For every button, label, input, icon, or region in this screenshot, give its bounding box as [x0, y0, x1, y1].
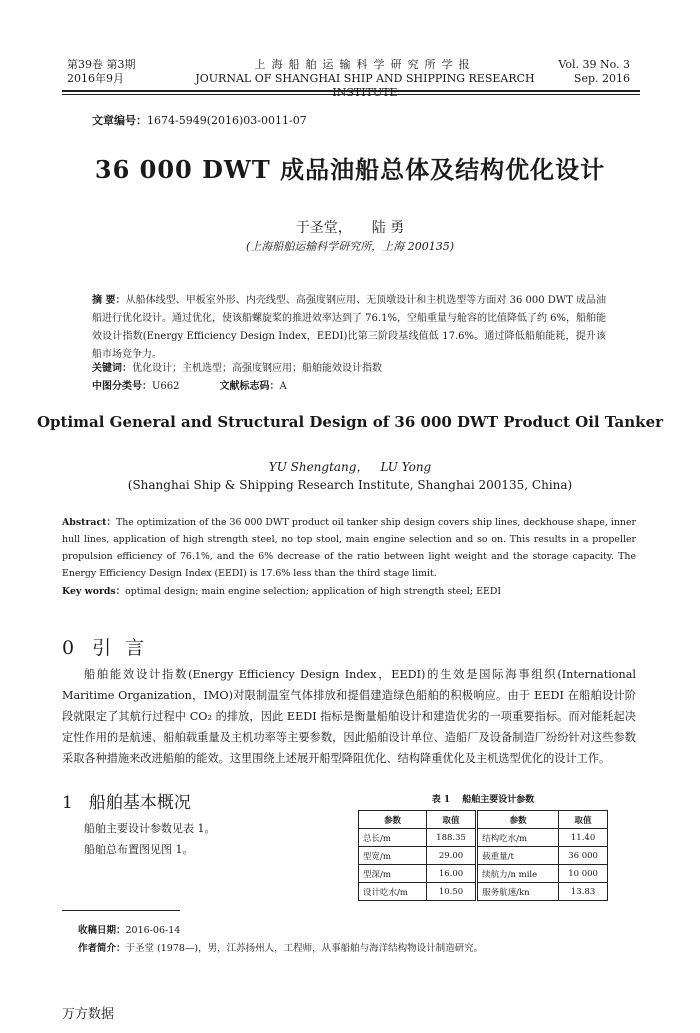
table-header-row: [359, 811, 608, 829]
keywords-cn: [92, 360, 606, 378]
table-cell: 设计吃水/m: [359, 883, 427, 901]
paper-title-en: Optimal General and Structural Design of 36 000 DWT Product Oil Tanker: [36, 413, 664, 431]
section-1-line-2: 船舶总布置图见图 1。: [84, 843, 194, 856]
article-number: [92, 112, 307, 128]
keywords-en-label: Key words：: [62, 586, 126, 597]
abstract-cn: [92, 292, 606, 364]
table-cell: 16.00: [426, 865, 476, 883]
paper-title-cn: 36 000 DWT 成品油船总体及结构优化设计: [94, 155, 606, 184]
watermark-text: 万方数据: [62, 1007, 115, 1022]
section-1-number: 1: [62, 793, 73, 813]
classification-line: [92, 378, 287, 396]
volume-en: Vol. 39 No. 3: [558, 58, 630, 71]
section-1-heading: [62, 788, 191, 813]
abstract-cn-label: 摘 要：: [92, 295, 126, 306]
table-header-cell: 取值: [559, 811, 608, 829]
header-rule-thick: [62, 90, 640, 92]
table-row: [359, 865, 608, 883]
author-2-cn: 陆 勇: [371, 220, 405, 236]
table-cell: 型深/m: [359, 865, 427, 883]
footnote-rule: [62, 910, 180, 911]
table-cell: 11.40: [559, 829, 608, 847]
section-0-paragraph: 船舶能效设计指数(Energy Efficiency Design Index，EEDI)的生效是国际海事组织(International Maritime Organization，IMO)对限制温室气体排放和提倡建造绿色船舶的积极响应。由于 EEDI 在船舶设计阶段就限定了其航行过程中 CO₂ 的排放，因此 EEDI 指标是衡量船舶设计和建造优劣的一项重要指标。而对能耗起决定性作用的是航速、船舶载重量及主机功率等主要参数，因此船舶设计单位、造船厂及设备制造厂纷纷针对这些参数采取各种措施来改进船舶的能效。这里围绕上述展开船型降阻优化、结构降重优化及主机选型优化的设计工作。: [62, 668, 636, 765]
received-label: 收稿日期：: [78, 925, 126, 936]
table-header-cell: 参数: [477, 811, 559, 829]
affiliation-cn: (上海船舶运输科学研究所，上海 200135): [245, 240, 455, 253]
affiliation-en: (Shanghai Ship & Shipping Research Institute, Shanghai 200135, China): [127, 478, 573, 492]
keywords-cn-text: 优化设计；主机选型；高强度钢应用；船舶能效设计指数: [132, 363, 382, 374]
table-cell: 结构吃水/m: [477, 829, 559, 847]
section-1-title: 船舶基本概况: [88, 793, 191, 813]
section-0-heading: [62, 633, 158, 660]
table-cell: 13.83: [559, 883, 608, 901]
table-cell: 10 000: [559, 865, 608, 883]
section-1-line-1: 船舶主要设计参数见表 1。: [84, 822, 216, 835]
table-1-number: 表 1: [431, 795, 451, 805]
issue-info-cn: [67, 58, 136, 86]
doc-code-label: 文献标志码：: [219, 381, 280, 392]
authors-en: [0, 458, 700, 475]
table-row: [359, 847, 608, 865]
journal-name-cn: 上海船舶运输科学研究所学报: [254, 58, 476, 71]
table-cell: 载重量/t: [477, 847, 559, 865]
author-bio-value: 于圣堂 (1978—)，男，江苏扬州人，工程师，从事船舶与海洋结构物设计制造研究。: [125, 943, 484, 954]
journal-name-en: JOURNAL OF SHANGHAI SHIP AND SHIPPING RESEARCH INSTITUTE: [195, 72, 535, 99]
table-row: [359, 883, 608, 901]
date-en: Sep. 2016: [573, 72, 630, 85]
table-cell: 型宽/m: [359, 847, 427, 865]
table-cell: 10.50: [426, 883, 476, 901]
received-value: 2016-06-14: [125, 925, 181, 936]
author-1-en: YU Shengtang，: [268, 460, 369, 474]
table-1: [358, 810, 608, 901]
abstract-en-label: Abstract：: [62, 517, 116, 528]
table-cell: 188.35: [426, 829, 476, 847]
abstract-cn-text: 从船体线型、甲板室外形、内壳线型、高强度钢应用、无顶墩设计和主机选型等方面对 36 000 DWT 成品油船进行优化设计。通过优化，使该船螺旋桨的推进效率达到了 76.1%，空船重量与舱容的比值降低了约 6%，船舶能效设计指数(Energy Efficiency Design Index，EEDI)比第三阶段基线值低 17.6%。通过降低船舶能耗，提升该船市场竞争力。: [92, 295, 607, 360]
table-cell: 总长/m: [359, 829, 427, 847]
table-1-title: 船舶主要设计参数: [462, 795, 535, 805]
article-number-value: 1674-5949(2016)03-0011-07: [147, 114, 307, 127]
issue-info-en: [558, 58, 630, 86]
section-0-number: 0: [62, 637, 75, 659]
keywords-cn-label: 关键词：: [92, 363, 132, 374]
table-1-caption: [358, 792, 608, 805]
table-row: [359, 829, 608, 847]
table-cell: 36 000: [559, 847, 608, 865]
abstract-en-text: The optimization of the 36 000 DWT product oil tanker ship design covers ship lines, deckhouse shape, inner hull lines, application of high strength steel, no top stool, main engine selection and so on. This results in a propeller propulsion efficiency of 76.1%, and the 6% decrease of the ratio between light weight and the storage capacity. The Energy Efficiency Design Index (EEDI) is 17.6% less than the third stage limit.: [62, 517, 636, 579]
volume-cn: 第39卷 第3期: [67, 58, 136, 71]
table-cell: 服务航速/kn: [477, 883, 559, 901]
header-rule-thin: [62, 94, 640, 95]
table-header-cell: 参数: [359, 811, 427, 829]
author-1-cn: 于圣堂，: [295, 220, 352, 236]
abstract-en: [62, 514, 636, 582]
author-2-en: LU Yong: [380, 460, 432, 474]
table-cell: 29.00: [426, 847, 476, 865]
doc-code-value: A: [279, 381, 287, 392]
received-date: [78, 922, 180, 936]
clc-value: U662: [152, 381, 180, 392]
table-header-cell: 取值: [426, 811, 476, 829]
author-bio: [78, 940, 483, 954]
table-cell: 续航力/n mile: [477, 865, 559, 883]
article-number-label: 文章编号：: [92, 114, 147, 127]
keywords-en: [62, 583, 636, 600]
authors-cn: [0, 217, 700, 237]
author-bio-label: 作者简介：: [78, 943, 126, 954]
keywords-en-text: optimal design; main engine selection; application of high strength steel; EEDI: [125, 586, 502, 597]
clc-label: 中图分类号：: [92, 381, 152, 392]
section-0-title: 引言: [92, 637, 159, 659]
date-cn: 2016年9月: [67, 72, 124, 85]
